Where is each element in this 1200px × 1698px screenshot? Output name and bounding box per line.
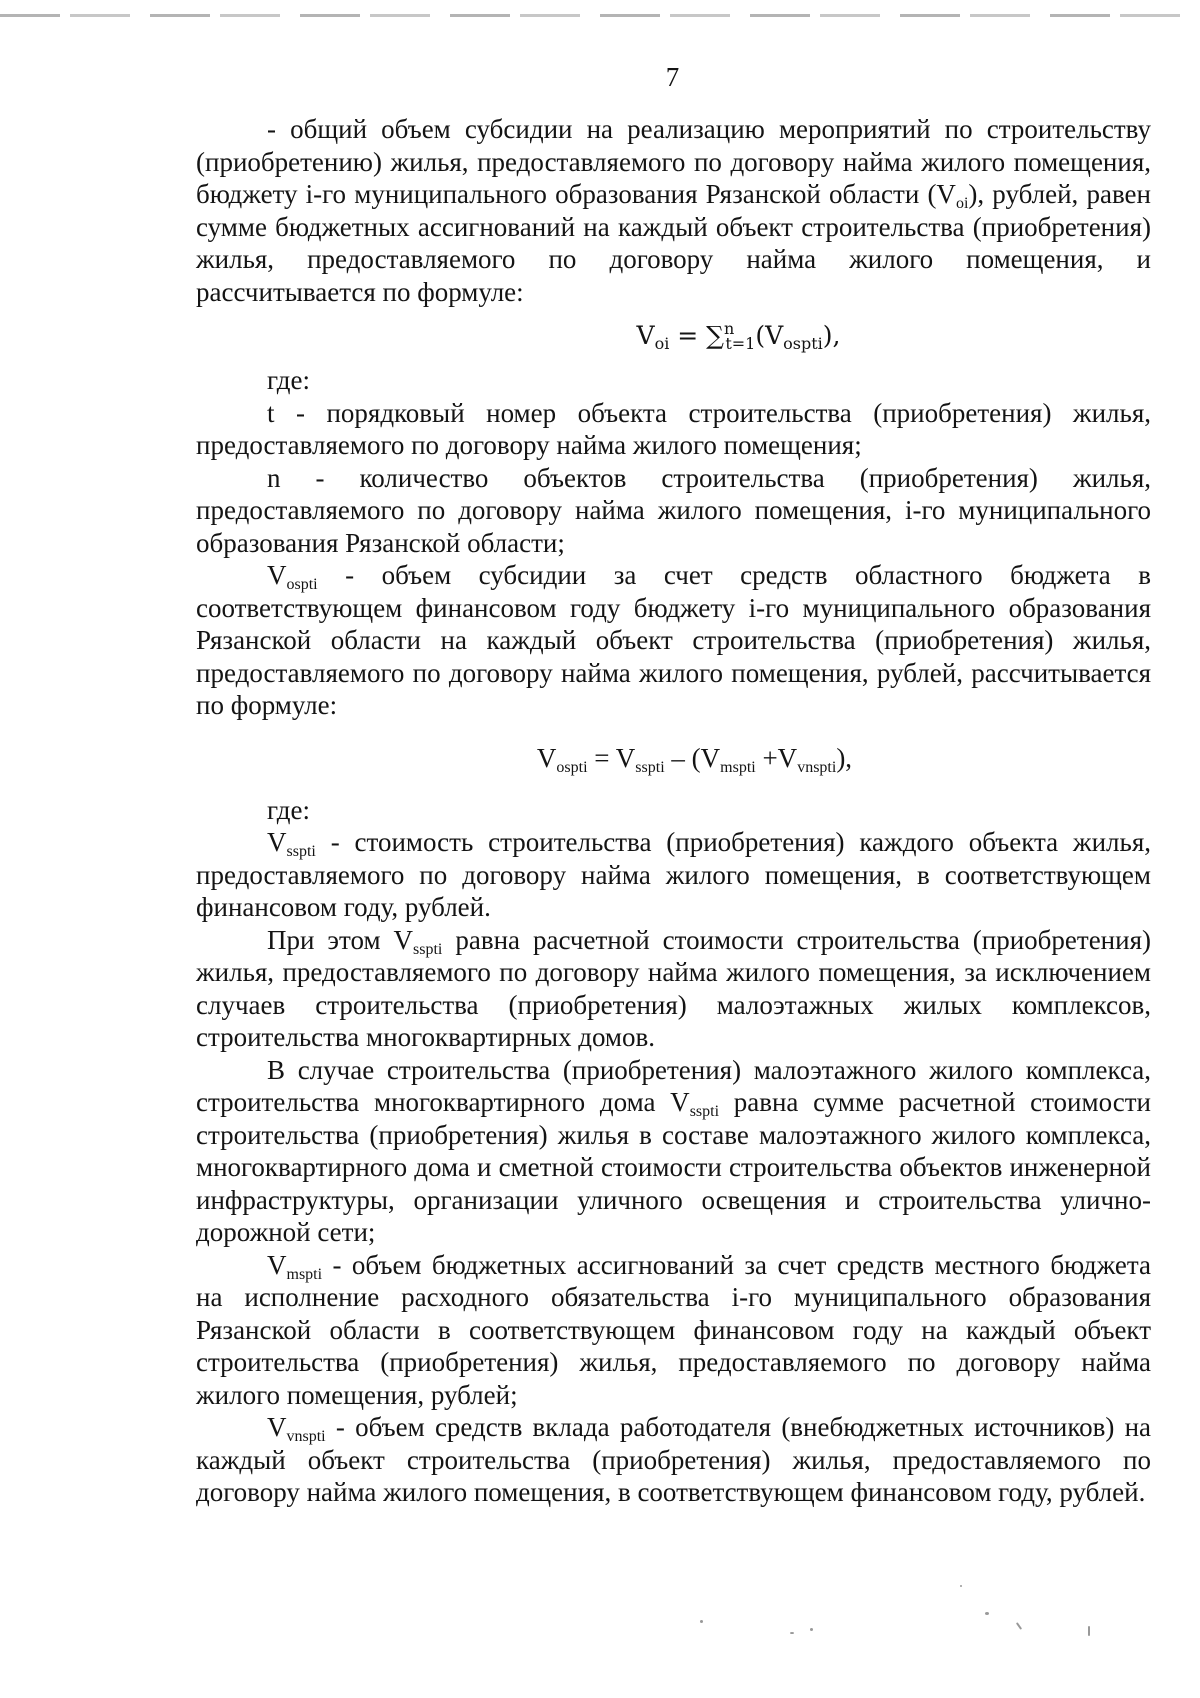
paragraph-total-subsidy [196,113,1151,308]
definition-vmspti [196,1249,1151,1412]
formula-subscript: oi [654,334,670,353]
formula-subscript: t=1 [725,334,756,353]
definition-vsspti [196,826,1151,924]
symbol: V [267,1249,287,1280]
scan-speck [1016,1622,1022,1630]
formula-subscript: ospti [556,758,588,776]
paragraph-text: равна сумме расчетной стоимости строительства (приобретения) жилья в составе малоэтажного жилого комплекса, многоквартирного дома и сметной стоимости строительства объектов инженерной инфраструктуры, организации уличного освещения и строительства улично-дорожной сети; [196,1087,1151,1247]
formula-operator: +V [755,742,798,773]
paragraph-text: ), рублей, равен сумме бюджетных ассигнований на каждый объект строительства (приобретения) жилья, предоставляемого по договору найма жилого помещения, и рассчитывается по формуле: [196,179,1151,307]
subscript: sspti [413,940,443,958]
formula-symbol: V [536,742,557,773]
formula-symbol: V [636,321,655,350]
definition-n: n - количество объектов строительства (приобретения) жилья, предоставляемого по договору найма жилого помещения, i-го муниципального образования Рязанской области; [196,462,1151,558]
subscript: sspti [286,843,316,860]
scan-speck [960,1585,962,1587]
formula-superscript: n [724,319,735,338]
paragraph-pri-etom [196,924,1151,1054]
symbol: V [267,560,287,590]
document-body [196,113,1151,1509]
formula-operator: – (V [664,742,721,773]
subscript: ospti [286,576,318,593]
formula-subscript: vnspti [797,758,837,776]
formula-operator: = [669,321,707,350]
where-label: где: [267,365,310,395]
paragraph-text: В случае строительства (приобретения) малоэтажного жилого комплекса, строительства многоквартирного дома V [196,1054,1151,1117]
paragraph-text: - объем субсидии за счет средств областного бюджета в соответствующем финансовом году бюджету i-го муниципального образования Рязанской области на каждый объект строительства (приобретения) жилья, предоставляемого по договору найма жилого помещения, рублей, рассчитывается по формуле: [196,560,1151,720]
scan-speck [790,1632,794,1634]
subscript: sspti [689,1103,720,1120]
paragraph-text: - объем бюджетных ассигнований за счет средств местного бюджета на исполнение расходного обязательства i-го муниципального образования Рязанской области в соответствующем финансовом году на каждый объект строительства (приобретения) жилья, предоставляемого по договору найма жилого помещения, рублей; [196,1249,1151,1410]
formula-operator: = V [587,742,636,773]
formula-subscript: ospti [783,334,823,353]
paragraph-text: - общий объем субсидии на реализацию мероприятий по строительству (приобретению) жилья, предоставляемого по договору найма жилого помещения, бюджету i-го муниципального образования Рязанской области (V [196,114,1151,209]
symbol: V [267,827,287,857]
formula-vospti [196,722,1151,794]
scan-edge-artifact [0,14,1200,17]
formula-subscript: sspti [635,758,665,776]
subscript: vnspti [286,1428,326,1445]
scan-speck [985,1612,989,1615]
paragraph-v-sluchae [196,1054,1151,1249]
formula-symbol: ), [836,742,853,773]
paragraph-text: равна расчетной стоимости строительства (приобретения) жилья, предоставляемого по договору найма жилого помещения, за исключением случаев строительства (приобретения) малоэтажных жилых комплексов, строительства многоквартирных домов. [196,924,1151,1052]
definition-vvnspti [196,1411,1151,1509]
formula-voi [196,308,1151,364]
sum-symbol: ∑ [706,321,725,350]
scan-speck [1088,1626,1090,1636]
paragraph-text: - стоимость строительства (приобретения) каждого объекта жилья, предоставляемого по договору найма жилого помещения, в соответствующем финансовом году, рублей. [196,827,1151,922]
formula-symbol: ), [822,321,841,350]
formula-symbol: (V [755,321,784,350]
subscript: mspti [286,1265,323,1283]
formula-subscript: mspti [720,758,756,776]
scan-speck [810,1628,813,1631]
paragraph-text: При этом V [267,924,414,955]
paragraph-text: - объем средств вклада работодателя (внебюджетных источников) на каждый объект строительства (приобретения) жилья, предоставляемого по договору найма жилого помещения, в соответствующем финансовом году, рублей. [196,1412,1151,1507]
page-number: 7 [665,62,680,92]
scan-speck [700,1620,703,1623]
symbol: V [267,1412,287,1442]
subscript: oi [955,195,969,212]
definition-vospti [196,559,1151,722]
where-label: где: [267,794,310,825]
definition-t: t - порядковый номер объекта строительства (приобретения) жилья, предоставляемого по договору найма жилого помещения; [196,397,1151,460]
